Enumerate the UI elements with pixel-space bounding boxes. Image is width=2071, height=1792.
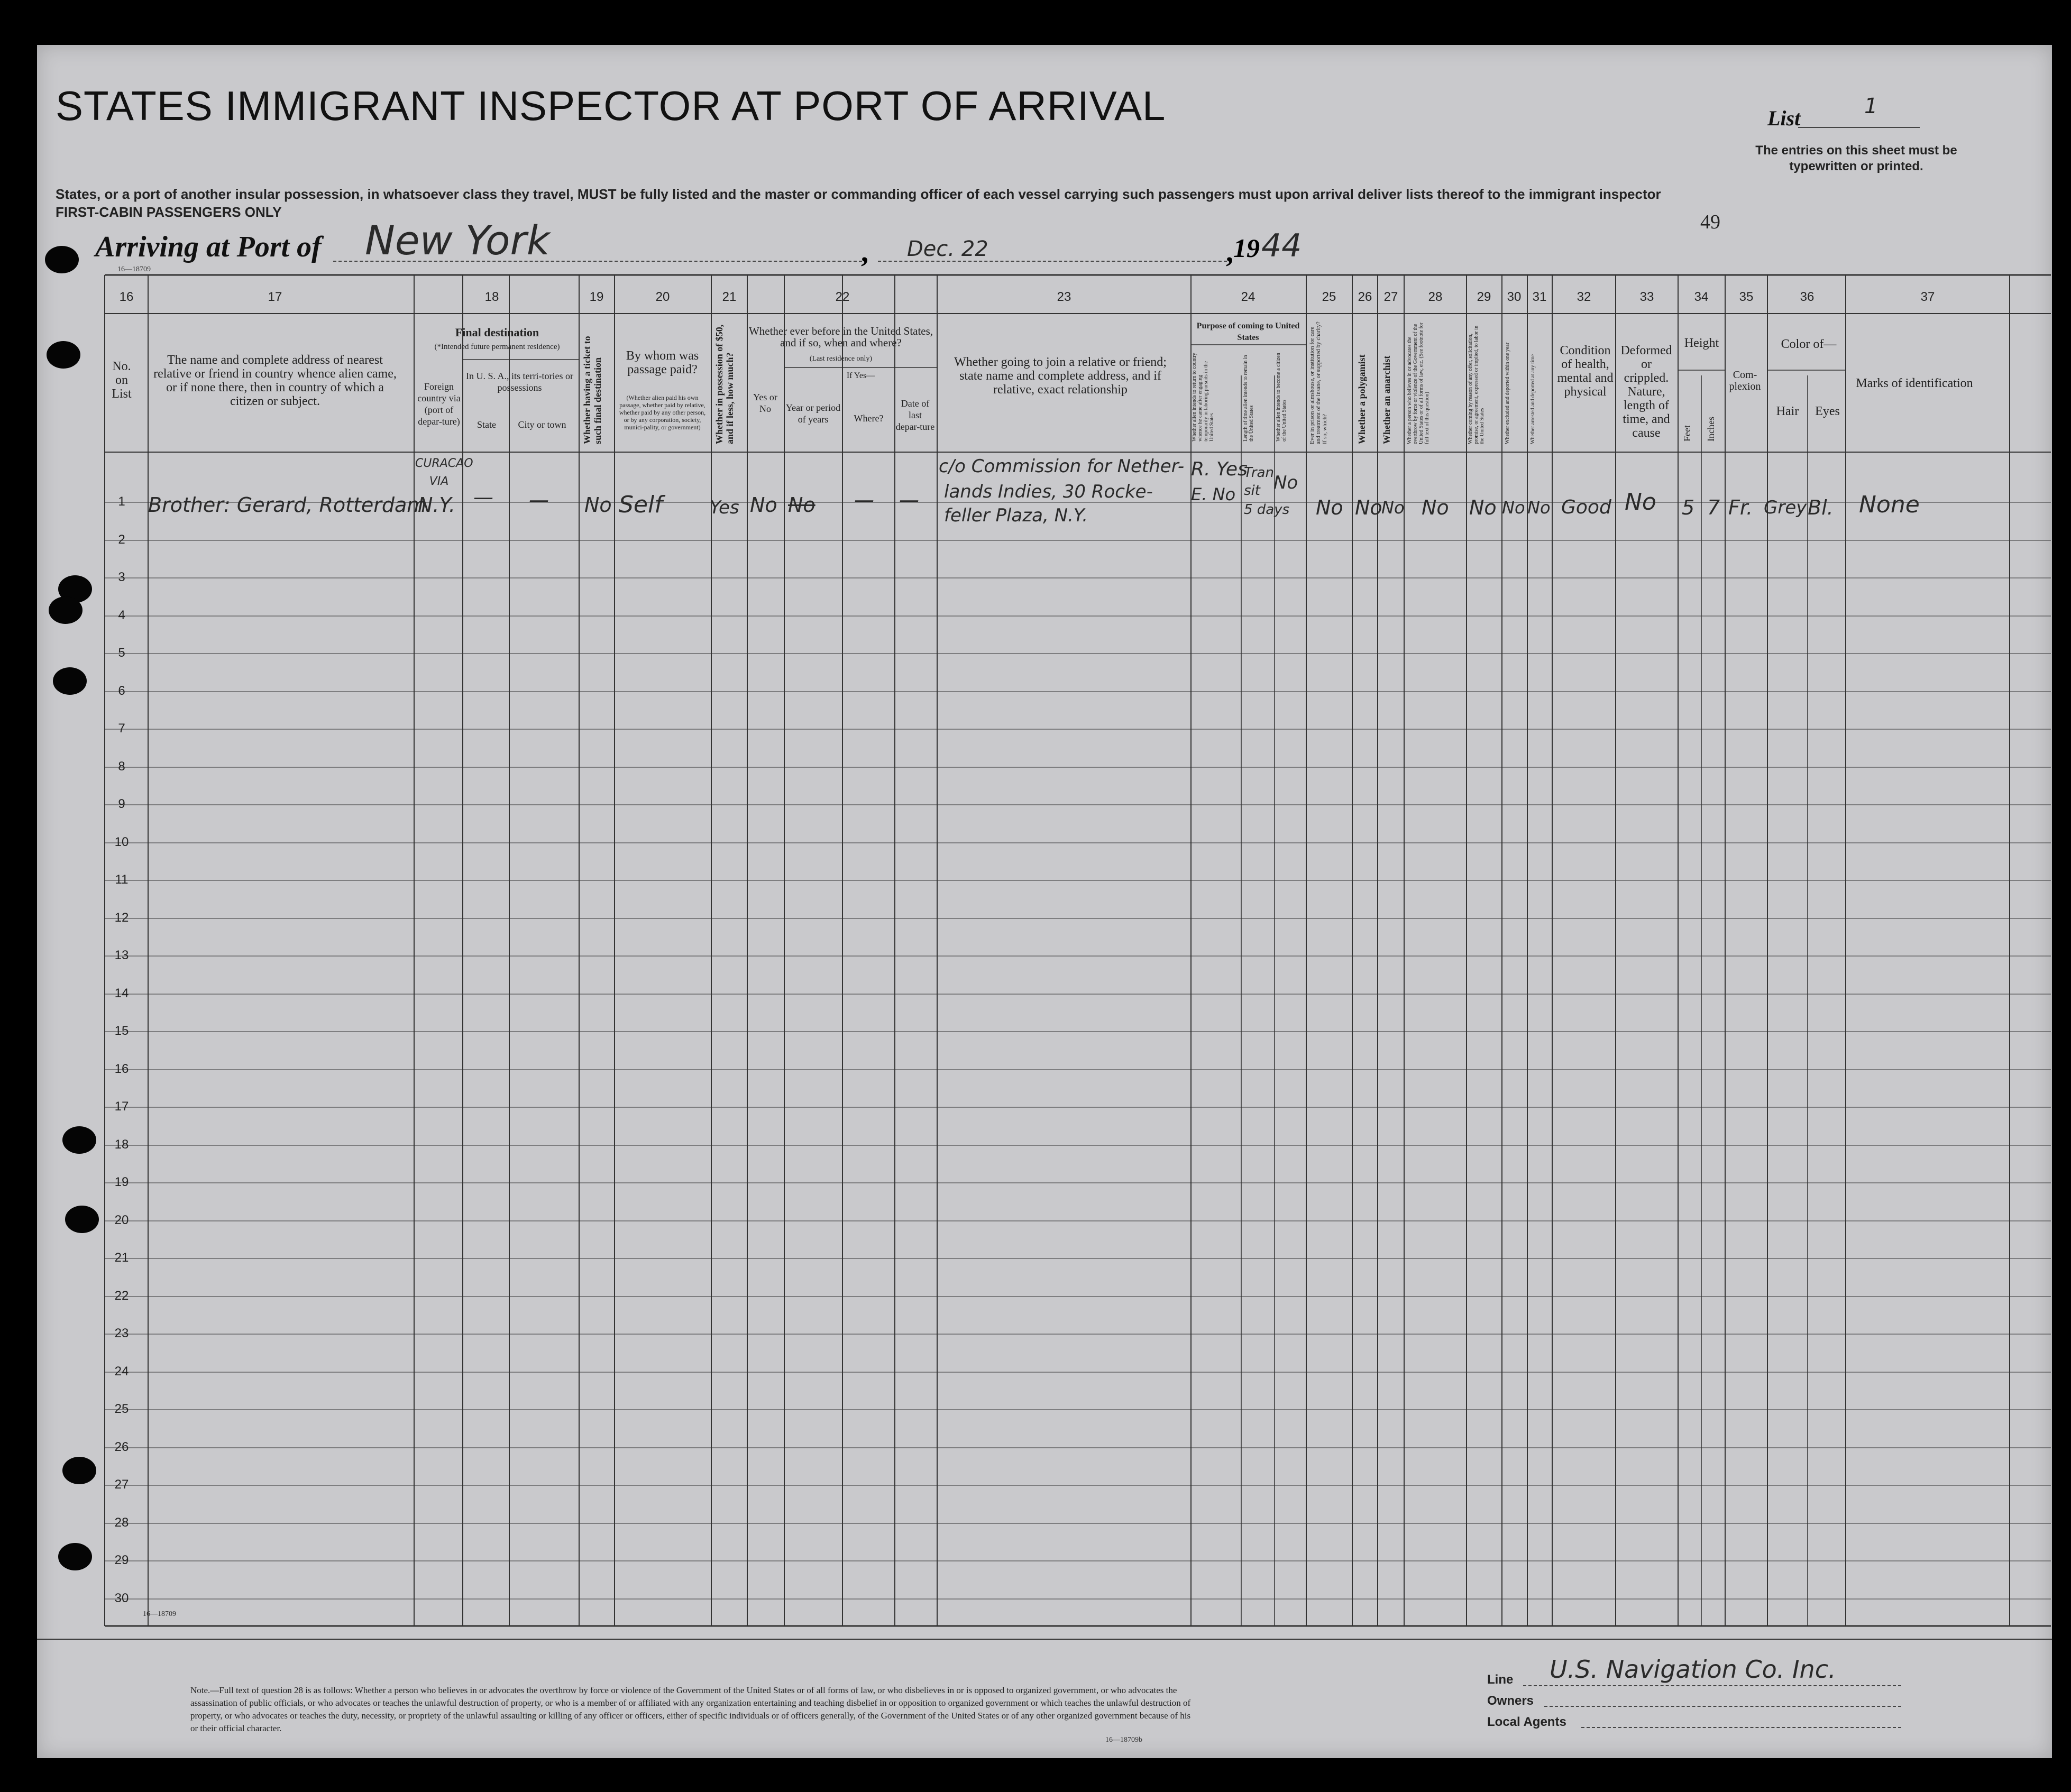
line-label: Line [1487,1672,1514,1687]
row-number: 5 [118,646,125,660]
entry-excluded: No [1502,498,1525,518]
entry-before-where: — [854,488,874,511]
entry-purpose-return: R. Yes [1191,458,1248,480]
header-arrested: Whether arrested and deported at any time [1530,354,1536,444]
row-number: 24 [114,1364,129,1379]
header-inches: Inches [1706,417,1716,442]
header-fifty-dollars: Whether in possession of $50, and if less, how much? [714,324,735,444]
entry-complexion: Fr. [1728,496,1753,519]
header-join-relative: Whether going to join a relative or friend; state name and complete address, and if relative, exact relationship [954,355,1167,397]
column-number: 17 [268,290,282,304]
column-number: 24 [1241,290,1256,304]
entry-marks: None [1859,491,1920,518]
comma-separator: , [1226,236,1233,269]
entry-eyes: Bl. [1808,496,1834,519]
entry-citizen: No [1273,472,1298,493]
entry-anarchist: No [1381,498,1405,518]
header-last-residence: (Last residence only) [809,355,873,363]
header-if-yes: If Yes— [846,371,875,380]
row-number: 23 [114,1326,129,1340]
header-relative-address: The name and complete address of nearest relative or friend in country whence alien came, or if none there, then in country of which a citizen or subject. [153,353,397,408]
column-number: 31 [1532,290,1547,304]
column-number: 34 [1694,290,1709,304]
row-number: 9 [118,797,125,811]
header-ticket: Whether having a ticket to such final destination [582,336,603,444]
header-prison: Ever in prison or almshouse, or institution for care and treatment of the insane, or supported by charity? If so, which? [1309,321,1328,444]
entry-before-yes-no: No [750,493,777,517]
row-number: 14 [114,986,129,1000]
header-purpose-length: Length of time alien intends to remain in the United States [1243,355,1254,442]
row-number: 20 [114,1213,129,1227]
header-deformed: Deformed or crippled. Nature, length of time, and cause [1620,344,1672,440]
entry-foreign-via-top: CURACAO VIA [415,457,473,488]
row-number: 18 [114,1137,129,1152]
header-in-usa: In U. S. A., its terri-tories or possessions [466,371,573,393]
entry-joining-line-3: feller Plaza, N.Y. [944,505,1088,526]
entry-paid-by: Self [619,491,663,518]
column-number: 36 [1800,290,1815,304]
header-eyes: Eyes [1815,405,1840,418]
entry-fifty-dollars: Yes [710,497,739,518]
entry-feet: 5 [1682,496,1695,519]
header-marks: Marks of identification [1856,376,1973,390]
header-hair: Hair [1776,405,1799,418]
entry-hair: Grey [1764,497,1807,518]
header-list-number: No. on List [112,360,132,401]
header-polygamist: Whether a polygamist [1357,354,1367,444]
entry-state: — [473,485,493,509]
entry-joining-line-1: c/o Commission for Nether- [939,456,1185,477]
owners-underline [1544,1706,1901,1707]
row-number: 28 [114,1515,129,1530]
header-purpose: Purpose of coming to United States [1196,321,1300,342]
arriving-label: Arriving at Port of [95,231,322,263]
header-where: Where? [854,413,884,424]
row-number: 12 [114,911,129,925]
header-color-of: Color of— [1781,337,1837,351]
row-number: 1 [118,494,125,509]
entry-inches: 7 [1707,496,1720,519]
comma-separator: , [861,236,868,269]
row-number: 15 [114,1024,129,1038]
row-number: 19 [114,1175,129,1189]
line-underline [1523,1685,1901,1686]
row-number: 8 [118,759,125,774]
header-health: Condition of health, mental and physical [1557,344,1614,399]
column-number: 32 [1577,290,1591,304]
first-cabin-label: FIRST-CABIN PASSENGERS ONLY [56,204,282,220]
column-number: 28 [1428,290,1443,304]
form-number-footnote: 16—18709b [1105,1736,1142,1744]
form-number-bottom: 16—18709 [143,1610,176,1618]
entry-length-2: sit [1244,483,1260,499]
entry-length-1: Tran [1244,465,1274,481]
row-number: 25 [114,1402,129,1416]
row-number: 16 [114,1062,129,1076]
row-number: 26 [114,1440,129,1454]
entry-arrested: No [1527,498,1551,518]
column-number: 21 [722,290,737,304]
header-foreign-via: Foreign country via (port of depar-ture) [417,381,461,427]
header-ever-before: Whether ever before in the United States, and if so, when and where? [748,325,933,349]
column-number: 19 [589,290,604,304]
row-number: 11 [115,872,129,887]
form-title: STATES IMMIGRANT INSPECTOR AT PORT OF ARRIVAL [56,82,1166,129]
date-value: Dec. 22 [907,237,988,261]
local-agents-label: Local Agents [1487,1715,1566,1729]
column-number: 16 [119,290,134,304]
row-number: 30 [114,1591,129,1605]
column-number: 18 [484,290,499,304]
owners-label: Owners [1487,1694,1534,1708]
line-value: U.S. Navigation Co. Inc. [1550,1655,1836,1684]
instructions-text: States, or a port of another insular possession, in whatsoever class they travel, MUST be fully listed and the master or commanding officer of each vessel carrying such passengers must upon arrival deliver lists thereof to the immigrant inspector [56,186,1661,202]
entry-purpose-exit: E. No [1191,484,1236,504]
column-number: 29 [1477,290,1491,304]
column-number: 22 [835,290,850,304]
header-excluded: Whether excluded and deported within one year [1505,342,1510,444]
row-number: 17 [114,1099,129,1114]
entry-prison: No [1316,496,1343,519]
row-number: 3 [118,570,125,584]
header-complexion: Com-plexion [1729,369,1761,392]
header-final-destination-sub: (*Intended future permanent residence) [434,343,560,351]
list-value: 1 [1864,94,1878,118]
question-28-footnote: Note.—Full text of question 28 is as follows: Whether a person who believes in or advocates the overthrow by force or violence of the Government of the United States or of all forms of law, or who disbelieves in or is opposed to organized government, or who advocates the assassination of public officials, or who advocates or teaches the unlawful destruction of property, or who is a member of or affiliated with any organization entertaining and teaching disbelief in or opposition to organized government or which teaches the unlawful destruction of property, or who advocates or teaches the duty, necessity, or propriety of the unlawful assaulting or killing of any officer or officers, either of specific individuals or of officers generally, of the Government of the United States or of any other organized government because of his or their official character. [190,1685,1191,1733]
row-number: 4 [118,608,125,622]
header-city: City or town [518,419,566,430]
header-labor-offer: Whether coming by reason of any offer, solicitation, promise, or agreement, expressed or implied, to labor in the United States [1468,325,1485,444]
column-number: 35 [1739,290,1754,304]
row-number: 27 [114,1477,129,1492]
header-yes-no: Yes or No [753,392,777,414]
entry-city: — [529,488,549,511]
column-number: 37 [1920,290,1935,304]
entry-polygamist: No [1355,496,1382,519]
row-number: 10 [114,835,129,849]
entry-foreign-via: N.Y. [418,493,455,517]
entry-health: Good [1561,497,1611,518]
row-number: 6 [118,684,125,698]
entry-overthrow: No [1422,496,1449,519]
column-number: 25 [1322,290,1336,304]
entry-before-year: No [788,493,815,517]
header-state: State [477,419,496,430]
row-number: 29 [114,1553,129,1567]
header-passage-paid-sub: (Whether alien paid his own passage, whether paid by relative, whether paid by any other person, or by any corporation, society, munici-pality, or government) [619,394,706,431]
entry-deformed: No [1625,489,1656,516]
entry-labor-offer: No [1469,496,1497,519]
year-value: 44 [1261,227,1302,264]
typewritten-note: The entries on this sheet must be typewritten or printed. [1755,143,1957,173]
row-number: 22 [114,1289,129,1303]
entry-relative: Brother: Gerard, Rotterdam [148,493,427,517]
column-number: 27 [1383,290,1398,304]
row-number: 13 [114,948,129,962]
sheet-number: 49 [1700,211,1720,233]
header-purpose-return: Whether alien intends to return to country whence he came after engaging temporarily in laboring pursuits in the United States [1192,353,1215,442]
port-value: New York [365,217,550,264]
local-agents-underline [1581,1727,1901,1728]
header-feet: Feet [1682,425,1692,442]
header-date-departure: Date of last depar-ture [895,398,935,432]
header-overthrow: Whether a person who believes in or advocates the overthrow by force or violence of the Government of the United States or of all forms of law, etc. (See footnote for full text of this question) [1407,322,1430,444]
header-purpose-citizen: Whether alien intends to become a citizen of the United States [1276,353,1287,442]
entry-ticket: No [584,493,612,517]
entry-joining-line-2: lands Indies, 30 Rocke- [944,481,1153,502]
form-number-top: 16—18709 [117,265,151,273]
header-height: Height [1684,336,1719,350]
column-number: 23 [1057,290,1071,304]
header-year-period: Year or period of years [785,402,841,425]
column-number: 26 [1358,290,1372,304]
header-passage-paid: By whom was passage paid? [626,349,699,376]
row-number: 2 [118,532,125,547]
entry-length-3: 5 days [1244,502,1290,518]
header-final-destination: Final destination [455,326,539,339]
column-number: 30 [1507,290,1522,304]
row-number: 21 [114,1251,129,1265]
list-label: List [1767,106,1801,130]
column-number: 20 [655,290,670,304]
row-number: 7 [118,721,125,736]
header-anarchist: Whether an anarchist [1381,355,1392,444]
entry-before-date: — [899,488,919,511]
year-prefix: 19 [1233,233,1260,263]
column-number: 33 [1639,290,1654,304]
